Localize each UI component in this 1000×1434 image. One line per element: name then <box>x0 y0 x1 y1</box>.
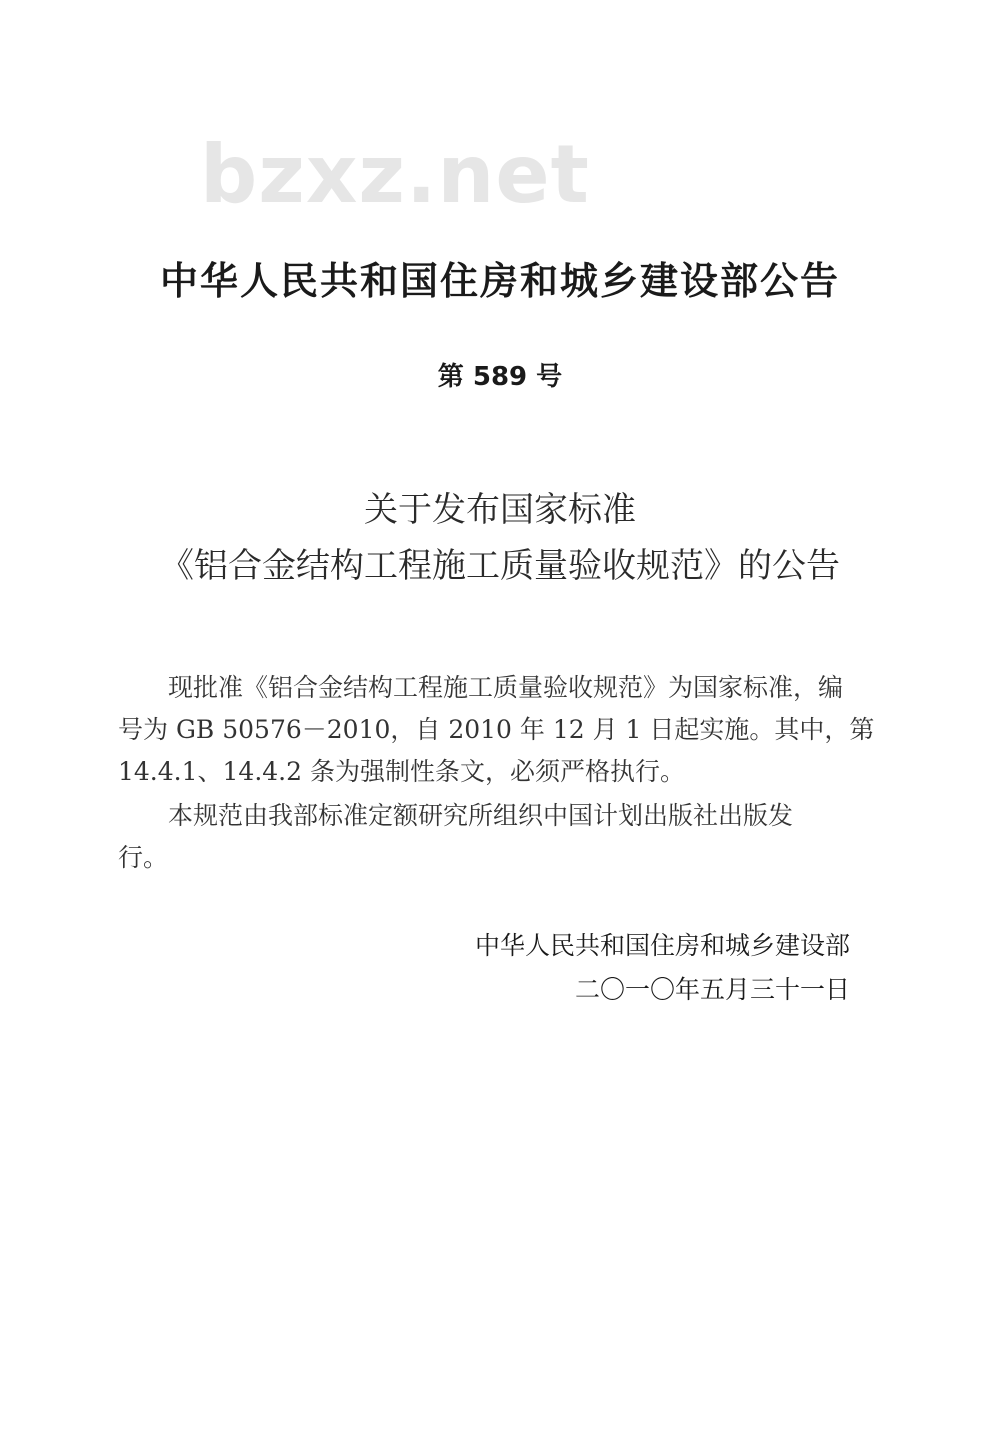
notice-number: 第 589 号 <box>437 362 563 392</box>
subject-line-2: 《铝合金结构工程施工质量验收规范》的公告 <box>160 546 840 586</box>
body-line-1: 现批准《铝合金结构工程施工质量验收规范》为国家标准，编 <box>168 673 844 702</box>
subject-line-1: 关于发布国家标准 <box>364 490 636 530</box>
body-line-5: 行。 <box>118 843 169 872</box>
body-line-2: 号为 GB 50576－2010，自 2010 年 12 月 1 日起实施。其中，第 <box>118 715 875 744</box>
ministry-title: 中华人民共和国住房和城乡建设部公告 <box>159 259 840 303</box>
body-line-4: 本规范由我部标准定额研究所组织中国计划出版社出版发 <box>168 801 794 830</box>
signature-organization: 中华人民共和国住房和城乡建设部 <box>474 931 850 960</box>
signature-date: 二〇一〇年五月三十一日 <box>574 975 850 1004</box>
body-line-3: 14.4.1、14.4.2 条为强制性条文，必须严格执行。 <box>118 757 685 786</box>
watermark: bzxz.net <box>200 128 590 221</box>
